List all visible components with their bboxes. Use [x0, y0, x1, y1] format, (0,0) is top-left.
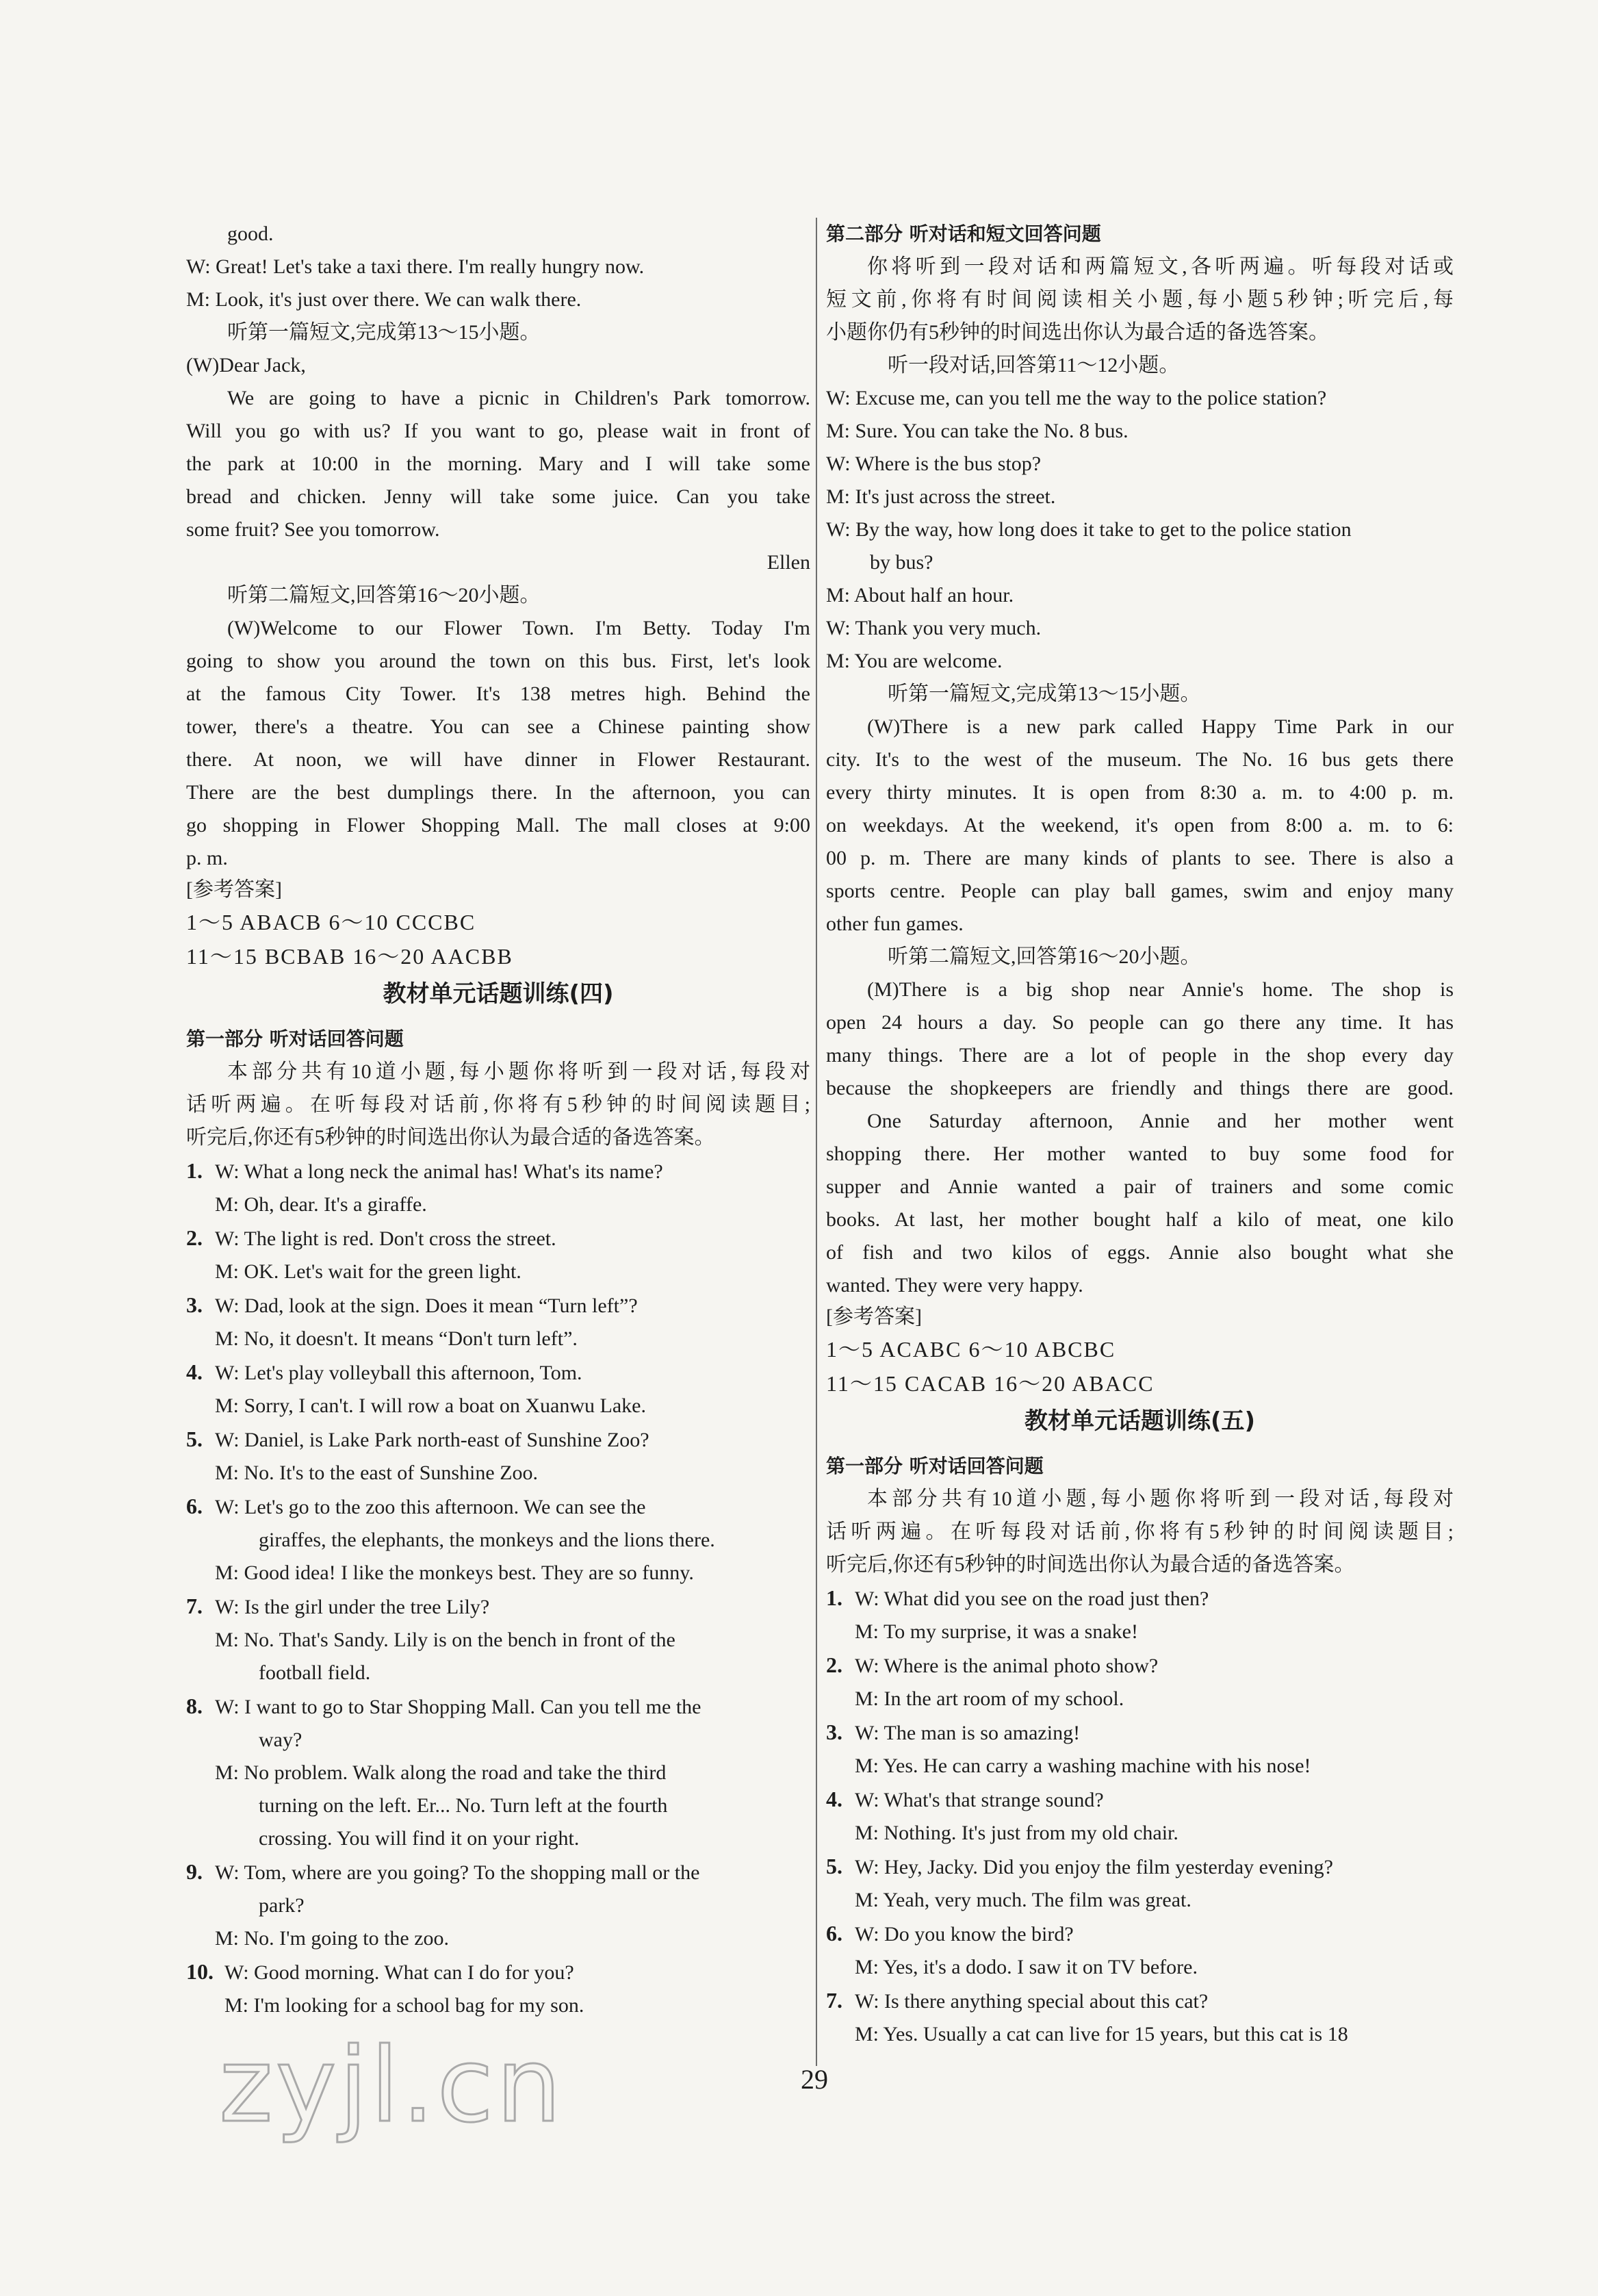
question-line: M: No problem. Walk along the road and take the third [215, 1761, 667, 1784]
watermark: zyjl.cn [219, 2026, 565, 2145]
passage-line: on weekdays. At the weekend, it's open from 8:00 a. m. to 6: [826, 814, 1454, 837]
question-line: way? [259, 1729, 302, 1751]
question-line: 4. W: What's that strange sound? [826, 1783, 1454, 1817]
question-line: football field. [259, 1661, 371, 1684]
text-line: good. [227, 222, 274, 245]
question-number: 8. [186, 1694, 203, 1718]
passage-line: (W)There is a new park called Happy Time Park in our [867, 715, 1454, 738]
answer-key-line: 11～15 CACAB 16～20 ABACC [826, 1371, 1155, 1396]
question-line: M: No. That's Sandy. Lily is on the bench in front of the [215, 1629, 675, 1651]
passage-line: There are the best dumplings there. In the afternoon, you can [186, 781, 810, 804]
passage-line: other fun games. [826, 913, 964, 935]
passage-line: of fish and two kilos of eggs. Annie also bought what she [826, 1241, 1454, 1264]
answer-key-heading: [参考答案] [186, 878, 282, 901]
question-line: M: To my surprise, it was a snake! [855, 1620, 1138, 1643]
answer-key-line: 11～15 BCBAB 16～20 AACBB [186, 944, 513, 969]
dialogue-line: W: By the way, how long does it take to get to the police station [826, 518, 1352, 541]
passage-line: many things. There are a lot of people in the shop every day [826, 1044, 1454, 1067]
question-line: 10. W: Good morning. What can I do for you? [186, 1955, 810, 1989]
question-number: 7. [826, 1988, 842, 2013]
passage-line: go shopping in Flower Shopping Mall. The mall closes at 9:00 [186, 814, 810, 837]
dialogue-line: M: It's just across the street. [826, 485, 1056, 508]
question-number: 4. [826, 1787, 842, 1811]
question-line: M: No. I'm going to the zoo. [215, 1927, 450, 1950]
instruction-line: 听一段对话,回答第11～12小题。 [888, 354, 1180, 377]
letter-signature: Ellen [766, 551, 810, 574]
dialogue-line: W: Thank you very much. [826, 617, 1042, 639]
question-line: M: Yes. He can carry a washing machine with his nose! [855, 1755, 1311, 1777]
letter-salutation: (W)Dear Jack, [186, 354, 306, 377]
column-divider [816, 218, 817, 2066]
dialogue-line: M: You are welcome. [826, 650, 1003, 672]
question-number: 2. [186, 1225, 203, 1250]
passage-line: 00 p. m. There are many kinds of plants to see. There is also a [826, 847, 1454, 869]
instruction-line: 听第二篇短文,回答第16～20小题。 [888, 945, 1201, 968]
passage-line: sports centre. People can play ball games, swim and enjoy many [826, 880, 1454, 902]
question-line: 2. W: The light is red. Don't cross the street. [186, 1221, 810, 1255]
passage-line: books. At last, her mother bought half a kilo of meat, one kilo [826, 1208, 1454, 1231]
question-line: M: OK. Let's wait for the green light. [215, 1260, 521, 1283]
question-number: 6. [826, 1921, 842, 1946]
question-line: M: Yes, it's a dodo. I saw it on TV before. [855, 1956, 1198, 1978]
passage-line: there. At noon, we will have dinner in Flower Restaurant. [186, 748, 810, 771]
dialogue-line: W: Where is the bus stop? [826, 452, 1042, 475]
question-line: giraffes, the elephants, the monkeys and the lions there. [259, 1529, 715, 1551]
question-line: M: Oh, dear. It's a giraffe. [215, 1193, 427, 1216]
question-line: 8. W: I want to go to Star Shopping Mall. Can you tell me the [186, 1689, 810, 1724]
dialogue-line: W: Great! Let's take a taxi there. I'm really hungry now. [186, 255, 645, 278]
intro-line: 话听两遍。在听每段对话前,你将有5秒钟的时间阅读题目; [826, 1520, 1454, 1543]
intro-line: 短文前,你将有时间阅读相关小题,每小题5秒钟;听完后,每 [826, 288, 1454, 311]
question-line: 7. W: Is the girl under the tree Lily? [186, 1590, 810, 1624]
passage-line: tower, there's a theatre. You can see a Chinese painting show [186, 715, 810, 738]
passage-line: city. It's to the west of the museum. The No. 16 bus gets there [826, 748, 1454, 771]
question-number: 5. [186, 1427, 203, 1451]
passage-line: bread and chicken. Jenny will take some juice. Can you take [186, 485, 810, 508]
question-number: 3. [826, 1720, 842, 1744]
passage-line: some fruit? See you tomorrow. [186, 518, 440, 541]
passage-line: wanted. They were very happy. [826, 1274, 1083, 1297]
question-line: M: Yeah, very much. The film was great. [855, 1889, 1191, 1911]
question-number: 1. [826, 1585, 842, 1610]
instruction-line: 听第一篇短文,完成第13～15小题。 [888, 683, 1201, 705]
question-line: M: Sorry, I can't. I will row a boat on Xuanwu Lake. [215, 1394, 646, 1417]
intro-line: 本部分共有10道小题,每小题你将听到一段对话,每段对 [227, 1060, 810, 1083]
answer-key-line: 1～5 ACABC 6～10 ABCBC [826, 1337, 1116, 1362]
intro-line: 你将听到一段对话和两篇短文,各听两遍。听每段对话或 [867, 255, 1454, 278]
passage-line: because the shopkeepers are friendly and things there are good. [826, 1077, 1454, 1099]
dialogue-line: W: Excuse me, can you tell me the way to the police station? [826, 387, 1327, 409]
passage-line: (M)There is a big shop near Annie's home. The shop is [867, 978, 1454, 1001]
unit-title: 教材单元话题训练(五) [1024, 1407, 1256, 1435]
instruction-line: 听第二篇短文,回答第16～20小题。 [227, 584, 541, 607]
question-line: 1. W: What a long neck the animal has! What's its name? [186, 1154, 810, 1188]
instruction-line: 听第一篇短文,完成第13～15小题。 [227, 321, 541, 344]
question-line: 6. W: Do you know the bird? [826, 1917, 1454, 1951]
intro-line: 话听两遍。在听每段对话前,你将有5秒钟的时间阅读题目; [186, 1093, 810, 1116]
answer-key-line: 1～5 ABACB 6～10 CCCBC [186, 910, 476, 934]
dialogue-line: M: Look, it's just over there. We can walk there. [186, 288, 582, 311]
dialogue-line: M: About half an hour. [826, 584, 1014, 607]
passage-line: shopping there. Her mother wanted to buy some food for [826, 1143, 1454, 1165]
question-number: 6. [186, 1494, 203, 1518]
dialogue-line: M: Sure. You can take the No. 8 bus. [826, 420, 1129, 442]
intro-line: 听完后,你还有5秒钟的时间选出你认为最合适的备选答案。 [186, 1126, 715, 1149]
passage-line: the park at 10:00 in the morning. Mary and I will take some [186, 452, 810, 475]
passage-line: going to show you around the town on this bus. First, let's look [186, 650, 810, 672]
passage-line: Will you go with us? If you want to go, please wait in front of [186, 420, 810, 442]
question-number: 10. [186, 1959, 214, 1984]
question-number: 3. [186, 1292, 203, 1317]
intro-line: 本部分共有10道小题,每小题你将听到一段对话,每段对 [867, 1488, 1454, 1510]
section-heading: 第一部分 听对话回答问题 [186, 1028, 404, 1050]
passage-line: open 24 hours a day. So people can go there any time. It has [826, 1011, 1454, 1034]
section-heading: 第二部分 听对话和短文回答问题 [826, 222, 1101, 245]
question-line: M: No. It's to the east of Sunshine Zoo. [215, 1462, 539, 1484]
unit-title: 教材单元话题训练(四) [383, 980, 614, 1008]
passage-line: p. m. [186, 847, 228, 869]
question-line: 1. W: What did you see on the road just then? [826, 1581, 1454, 1616]
right-column [826, 218, 1454, 2051]
question-line: M: I'm looking for a school bag for my son. [224, 1994, 584, 2017]
question-line: park? [259, 1894, 305, 1917]
question-line: 7. W: Is there anything special about this cat? [826, 1984, 1454, 2018]
dialogue-line: by bus? [870, 551, 933, 574]
question-line: 4. W: Let's play volleyball this afternoon, Tom. [186, 1355, 810, 1390]
answer-key-heading: [参考答案] [826, 1305, 922, 1328]
question-line: 3. W: Dad, look at the sign. Does it mean “Turn left”? [186, 1288, 810, 1323]
passage-line: at the famous City Tower. It's 138 metres high. Behind the [186, 683, 810, 705]
question-line: M: In the art room of my school. [855, 1687, 1124, 1710]
question-line: M: No, it doesn't. It means “Don't turn left”. [215, 1327, 578, 1350]
question-number: 1. [186, 1158, 203, 1183]
question-line: crossing. You will find it on your right. [259, 1827, 580, 1850]
page-number: 29 [801, 2064, 828, 2095]
question-number: 9. [186, 1859, 203, 1884]
intro-line: 小题你仍有5秒钟的时间选出你认为最合适的备选答案。 [826, 321, 1329, 344]
section-heading: 第一部分 听对话回答问题 [826, 1455, 1044, 1477]
passage-line: (W)Welcome to our Flower Town. I'm Betty. Today I'm [227, 617, 810, 639]
question-line: M: Yes. Usually a cat can live for 15 years, but this cat is 18 [855, 2023, 1348, 2045]
passage-line: We are going to have a picnic in Children's Park tomorrow. [227, 387, 810, 409]
left-column [186, 218, 810, 2022]
passage-line: One Saturday afternoon, Annie and her mother went [867, 1110, 1454, 1132]
passage-line: supper and Annie wanted a pair of trainers and some comic [826, 1175, 1454, 1198]
question-line: 5. W: Daniel, is Lake Park north-east of Sunshine Zoo? [186, 1423, 810, 1457]
question-line: 5. W: Hey, Jacky. Did you enjoy the film yesterday evening? [826, 1850, 1454, 1884]
question-number: 2. [826, 1653, 842, 1677]
question-number: 5. [826, 1854, 842, 1878]
question-line: 9. W: Tom, where are you going? To the shopping mall or the [186, 1855, 810, 1889]
question-line: turning on the left. Er... No. Turn left at the fourth [259, 1794, 668, 1817]
question-line: M: Nothing. It's just from my old chair. [855, 1822, 1178, 1844]
question-number: 7. [186, 1594, 203, 1618]
question-line: 6. W: Let's go to the zoo this afternoon. We can see the [186, 1490, 810, 1524]
question-number: 4. [186, 1360, 203, 1384]
passage-line: every thirty minutes. It is open from 8:30 a. m. to 4:00 p. m. [826, 781, 1454, 804]
question-line: M: Good idea! I like the monkeys best. They are so funny. [215, 1561, 694, 1584]
question-line: 3. W: The man is so amazing! [826, 1715, 1454, 1750]
question-line: 2. W: Where is the animal photo show? [826, 1648, 1454, 1683]
intro-line: 听完后,你还有5秒钟的时间选出你认为最合适的备选答案。 [826, 1553, 1355, 1576]
